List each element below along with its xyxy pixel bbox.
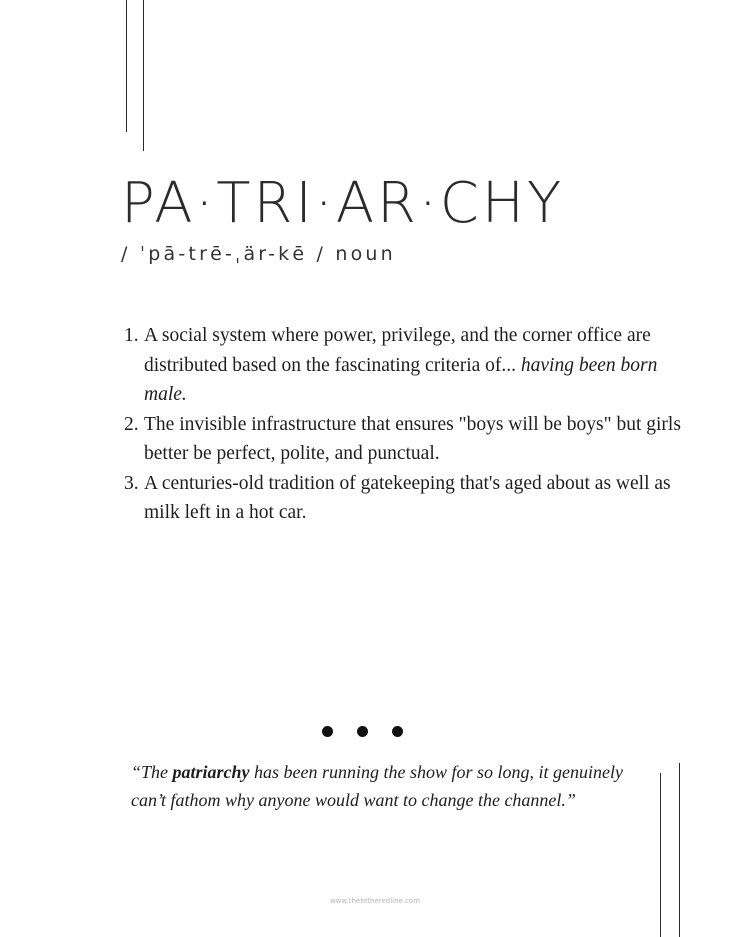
quote	[131, 758, 631, 814]
decor-line-bottom-right-1	[660, 773, 661, 937]
dot-icon	[357, 726, 368, 737]
decor-line-bottom-right-2	[679, 763, 680, 937]
definition-text-main: A social system where power, privilege, and the corner office are distributed based on the fascinating criteria of...	[144, 325, 651, 376]
definition-item	[124, 469, 684, 528]
footer-url: www.thetetheredline.com	[329, 897, 421, 905]
decor-line-top-left-2	[143, 0, 144, 151]
pronunciation: / ˈpā-trē-ˌär-kē / noun	[121, 243, 396, 265]
definition-item	[124, 321, 684, 410]
definition-list	[124, 321, 684, 528]
ellipsis-divider	[322, 726, 403, 737]
dot-icon	[392, 726, 403, 737]
quote-emphasis: patriarchy	[172, 762, 250, 782]
definition-text: The invisible infrastructure that ensures "boys will be boys" but girls better be perfect, polite, and punctual.	[144, 413, 681, 464]
definition-number: 2.	[124, 413, 139, 435]
definition-text	[144, 321, 684, 410]
quote-rest: has been running the show for so long, it genuinely can’t fathom why anyone would want to change the channel.”	[131, 762, 624, 810]
definition-text-italic: having been born male.	[144, 354, 658, 405]
definition-number: 1.	[124, 325, 139, 346]
decor-line-top-left-1	[126, 0, 127, 132]
definition-text: A centuries-old tradition of gatekeeping that's aged about as well as milk left in a hot car.	[144, 472, 671, 523]
dot-icon	[322, 726, 333, 737]
definition-item	[124, 410, 684, 469]
word-title: PA·TRI·AR·CHY	[121, 171, 565, 236]
definition-number: 3.	[124, 472, 139, 494]
quote-open: “The	[131, 762, 173, 782]
